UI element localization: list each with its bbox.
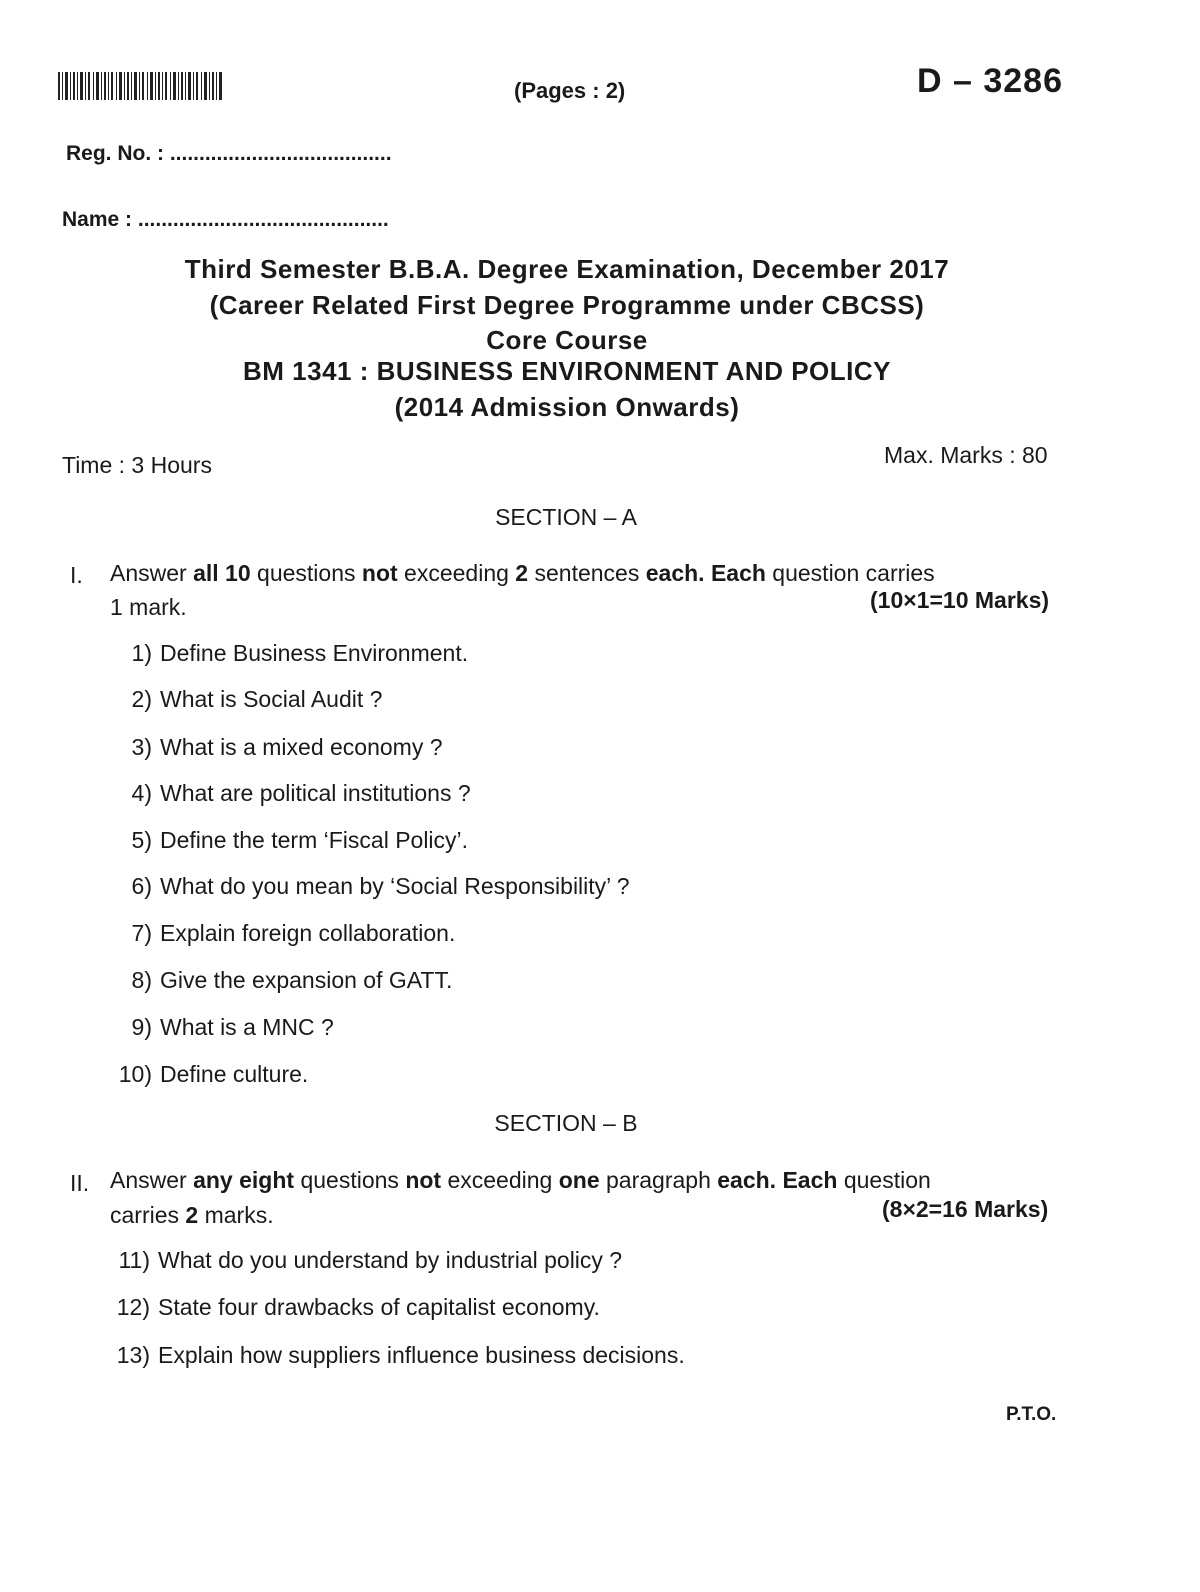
section-a-roman: I. [70,562,83,588]
programme-title: (Career Related First Degree Programme under CBCSS) [209,290,925,320]
section-a-instruction-line2: 1 mark. [110,594,187,620]
question-item: 3) What is a mixed economy ? [131,734,443,760]
section-b-instruction-line2: carries 2 marks. [110,1202,274,1228]
pto-label: P.T.O. [1006,1404,1057,1425]
section-a-heading: SECTION – A [495,504,637,530]
pages-count: (Pages : 2) [514,78,626,103]
question-item: 10) Define culture. [118,1061,309,1087]
question-item: 12) State four drawbacks of capitalist economy. [116,1294,600,1320]
section-b-roman: II. [70,1170,90,1196]
question-item: 9) What is a MNC ? [131,1014,334,1040]
section-a-instruction: Answer all 10 questions not exceeding 2 sentences each. Each question carries [110,560,935,586]
course-type: Core Course [486,325,648,355]
question-item: 5) Define the term ‘Fiscal Policy’. [131,827,469,853]
question-item: 4) What are political institutions ? [131,780,471,806]
question-item: 6) What do you mean by ‘Social Responsibility’ ? [131,873,630,899]
reg-no-field: Reg. No. : ...................................... [66,142,392,165]
question-item: 13) Explain how suppliers influence business decisions. [116,1342,685,1368]
course-title: BM 1341 : BUSINESS ENVIRONMENT AND POLICY [243,356,891,386]
paper-code: D – 3286 [917,62,1063,100]
question-item: 1) Define Business Environment. [131,640,469,666]
admission-note: (2014 Admission Onwards) [394,392,740,422]
section-b-instruction: Answer any eight questions not exceeding one paragraph each. Each question [110,1167,931,1193]
name-field: Name : ........................................... [62,208,389,231]
barcode-image [58,72,222,100]
question-item: 11) What do you understand by industrial policy ? [118,1247,623,1273]
section-b-marks: (8×2=16 Marks) [882,1196,1049,1222]
section-b-heading: SECTION – B [494,1110,638,1136]
max-marks: Max. Marks : 80 [884,442,1048,468]
section-a-marks: (10×1=10 Marks) [870,587,1050,613]
question-item: 2) What is Social Audit ? [131,686,383,712]
question-item: 8) Give the expansion of GATT. [131,967,453,993]
question-item: 7) Explain foreign collaboration. [131,920,456,946]
exam-time: Time : 3 Hours [62,452,212,478]
exam-title: Third Semester B.B.A. Degree Examination, December 2017 [184,254,950,284]
